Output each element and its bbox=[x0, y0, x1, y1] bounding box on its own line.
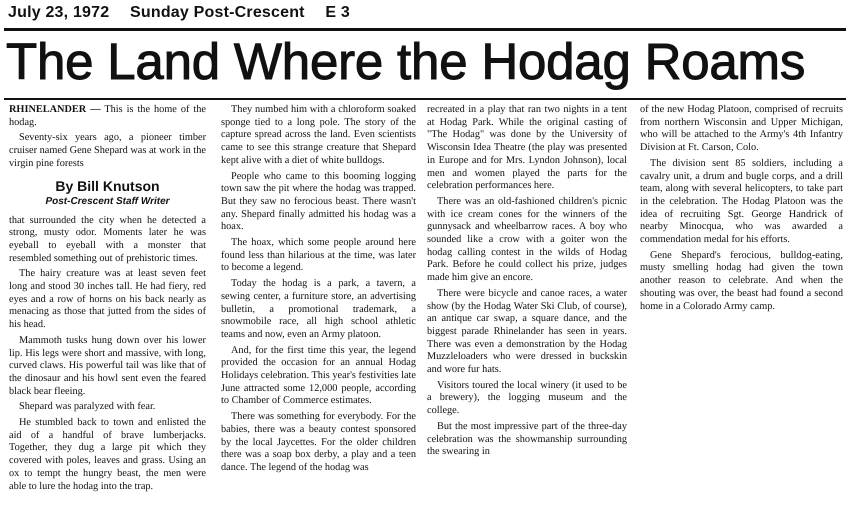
article-paragraph: They numbed him with a chloroform soaked sponge tied to a long pole. The story of the capture spread across the land. Even scientists came to see this strange creature that Shepard kept alive with a diet of white bulldogs. bbox=[221, 104, 416, 166]
article-paragraph: Shepard was paralyzed with fear. bbox=[19, 401, 156, 413]
headline: The Land Where the Hodag Roams bbox=[6, 33, 806, 90]
masthead bbox=[8, 4, 350, 26]
article-column-2 bbox=[221, 104, 416, 524]
article-paragraph: Today the hodag is a park, a tavern, a sewing center, a furniture store, an advertising bulletin, a promotional trademark, a snowmobile race, all high school athletic teams and now, even an Army platoon. bbox=[221, 278, 416, 340]
article-paragraph: People who came to this booming logging town saw the pit where the hodag was trapped. But they saw no ferocious beast. There wasn't any. Shepard finally admitted his hodag was a hoax. bbox=[221, 170, 416, 233]
article-column-4 bbox=[640, 104, 843, 524]
newspaper-name: Sunday Post-Crescent bbox=[130, 4, 305, 21]
article-paragraph: And, for the first time this year, the legend provided the occasion for an annual Hodag Holidays celebration. This year's festivities late June attracted some 12,000 people, according to Chamber of Commerce estimates. bbox=[221, 344, 416, 407]
article-paragraph: The division sent 85 soldiers, including a cavalry unit, a drum and bugle corps, and a drill team, along with several helicopters, to take part in the celebration. The Hodag Platoon was the idea of recruiting Sgt. George Handrick of nearby Minocqua, who was awarded a commendation medal for his efforts. bbox=[640, 157, 843, 246]
article-paragraph bbox=[9, 104, 206, 129]
byline: By Bill Knutson bbox=[55, 177, 160, 194]
article-paragraph: recreated in a play that ran two nights in a tent at Hodag Park. While the original casting of "The Hodag" was done by the University of Wisconsin Idea Theatre (the play was presented in Europe and for Mrs. Lyndon Johnson), local men and women played the parts for the celebration performances here. bbox=[427, 104, 627, 192]
byline-block bbox=[9, 177, 206, 209]
dateline: RHINELANDER — bbox=[9, 104, 101, 115]
article-paragraph: There was an old-fashioned children's picnic with ice cream cones for the winners of the gunnysack and wheelbarrow races. A boy who sounded like a crow with a goiter won the hodag calling contest in the wilds of Hodag Park. Before he could collect his prize, judges made him give an encore. bbox=[427, 195, 627, 284]
article-paragraph: Visitors toured the local winery (it used to be a brewery), the logging museum and the college. bbox=[427, 379, 627, 417]
article-paragraph: Seventy-six years ago, a pioneer timber cruiser named Gene Shepard was at work in the virgin pine forests bbox=[9, 132, 206, 169]
article-paragraph: There was something for everybody. For the babies, there was a beauty contest sponsored by the local Jaycettes. For the older children there was a soap box derby, a play and a teen dance. The legend of the hodag was bbox=[221, 411, 416, 473]
headline-rule bbox=[4, 98, 846, 100]
article-column-1 bbox=[9, 104, 206, 524]
page-number: E 3 bbox=[325, 4, 350, 21]
article-paragraph: But the most impressive part of the three-day celebration was the showmanship surrounding the swearing in bbox=[427, 420, 627, 458]
byline-affiliation: Post-Crescent Staff Writer bbox=[45, 195, 170, 207]
article-paragraph: The hairy creature was at least seven feet long and stood 30 inches tall. He had fiery, red eyes and a row of horns on his back nearly as menacing as those that jutted from the sides of his head. bbox=[9, 268, 206, 331]
issue-date: July 23, 1972 bbox=[8, 4, 110, 21]
article-paragraph: Mammoth tusks hung down over his lower lip. His legs were short and massive, with long, curved claws. His powerful tail was like that of the dinosaur and his howl sent even the feared black bear fleeing. bbox=[9, 334, 206, 397]
article-paragraph: The hoax, which some people around here found less than hilarious at the time, was later to become a legend. bbox=[221, 237, 416, 274]
article-paragraph: He stumbled back to town and enlisted the aid of a handful of brave lumberjacks. Together, they dug a large pit which they covered with poles, leaves and grass. Using an ox to tempt the hungry beast, the men were able to lure the hodag into the trap. bbox=[9, 417, 206, 492]
article-column-3 bbox=[427, 104, 627, 524]
article-paragraph: Gene Shepard's ferocious, bulldog-eating, musty smelling hodag had given the town another reason to celebrate. And when the shouting was over, the beast had found a second home in a Colorado Army camp. bbox=[640, 249, 843, 312]
article-text: This is the home of the hodag. bbox=[9, 104, 206, 128]
article-paragraph: of the new Hodag Platoon, comprised of recruits from northern Wisconsin and Upper Michigan, who will be attached to the Army's 4th Infantry Division at Ft. Carson, Colo. bbox=[640, 104, 843, 154]
article-paragraph: that surrounded the city when he detected a strong, musty odor. Moments later he was eyeball to eyeball with a monster that resembled something out of prehistoric times. bbox=[9, 214, 206, 264]
article-paragraph: There were bicycle and canoe races, a water show (by the Hodag Water Ski Club, of course), an antique car swap, a square dance, and the biggest parade Rhinelander has seen in years. There was even a demonstration by the Hodag Muzzleloaders who were dressed in buckskin and wore fur hats. bbox=[427, 287, 627, 376]
